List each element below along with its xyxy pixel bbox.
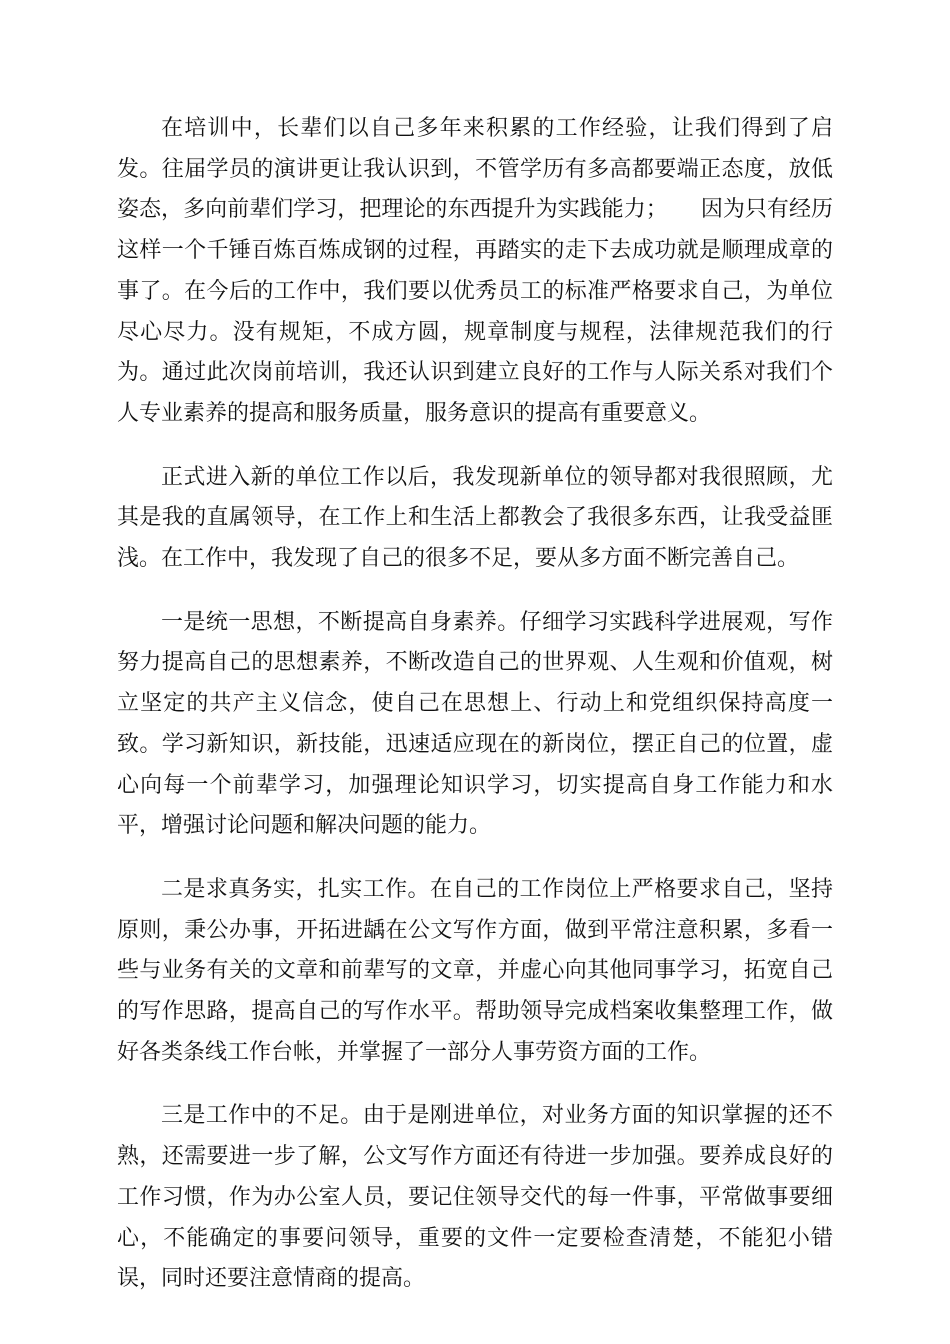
- document-body: [117, 109, 833, 1323]
- paragraph-new-unit: 正式进入新的单位工作以后，我发现新单位的领导都对我很照顾，尤其是我的直属领导，在工作上和生活上都教会了我很多东西，让我受益匪浅。在工作中，我发现了自己的很多不足，要从多方面不断完善自己。: [117, 464, 833, 572]
- paragraph-point-three: 三是工作中的不足。由于是刚进单位，对业务方面的知识掌握的还不熟，还需要进一步了解，公文写作方面还有待进一步加强。要养成良好的工作习惯，作为办公室人员，要记住领导交代的每一件事，平常做事要细心，不能确定的事要问领导，重要的文件一定要检查清楚，不能犯小错误，同时还要注意情商的提高。: [117, 1103, 833, 1292]
- paragraph-training: 在培训中，长辈们以自己多年来积累的工作经验，让我们得到了启发。往届学员的演讲更让我认识到，不管学历有多高都要端正态度，放低姿态，多向前辈们学习，把理论的东西提升为实践能力； 因为只有经历这样一个千锤百炼百炼成钢的过程，再踏实的走下去成功就是顺理成章的事了。在今后的工作中，我们要以优秀员工的标准严格要求自己，为单位尽心尽力。没有规矩，不成方圆，规章制度与规程，法律规范我们的行为。通过此次岗前培训，我还认识到建立良好的工作与人际关系对我们个人专业素养的提高和服务质量，服务意识的提高有重要意义。: [117, 116, 833, 426]
- paragraph-point-one: 一是统一思想，不断提高自身素养。仔细学习实践科学进展观，写作努力提高自己的思想素养，不断改造自己的世界观、人生观和价值观，树立坚定的共产主义信念，使自己在思想上、行动上和党组织保持高度一致。学习新知识，新技能，迅速适应现在的新岗位，摆正自己的位置，虚心向每一个前辈学习，加强理论知识学习，切实提高自身工作能力和水平，增强讨论问题和解决问题的能力。: [117, 609, 833, 839]
- paragraph-point-two: 二是求真务实，扎实工作。在自己的工作岗位上严格要求自己，坚持原则，秉公办事，开拓进龋在公文写作方面，做到平常注意积累，多看一些与业务有关的文章和前辈写的文章，并虚心向其他同事学习，拓宽自己的写作思路，提高自己的写作水平。帮助领导完成档案收集整理工作，做好各类条线工作台帐，并掌握了一部分人事劳资方面的工作。: [117, 876, 833, 1065]
